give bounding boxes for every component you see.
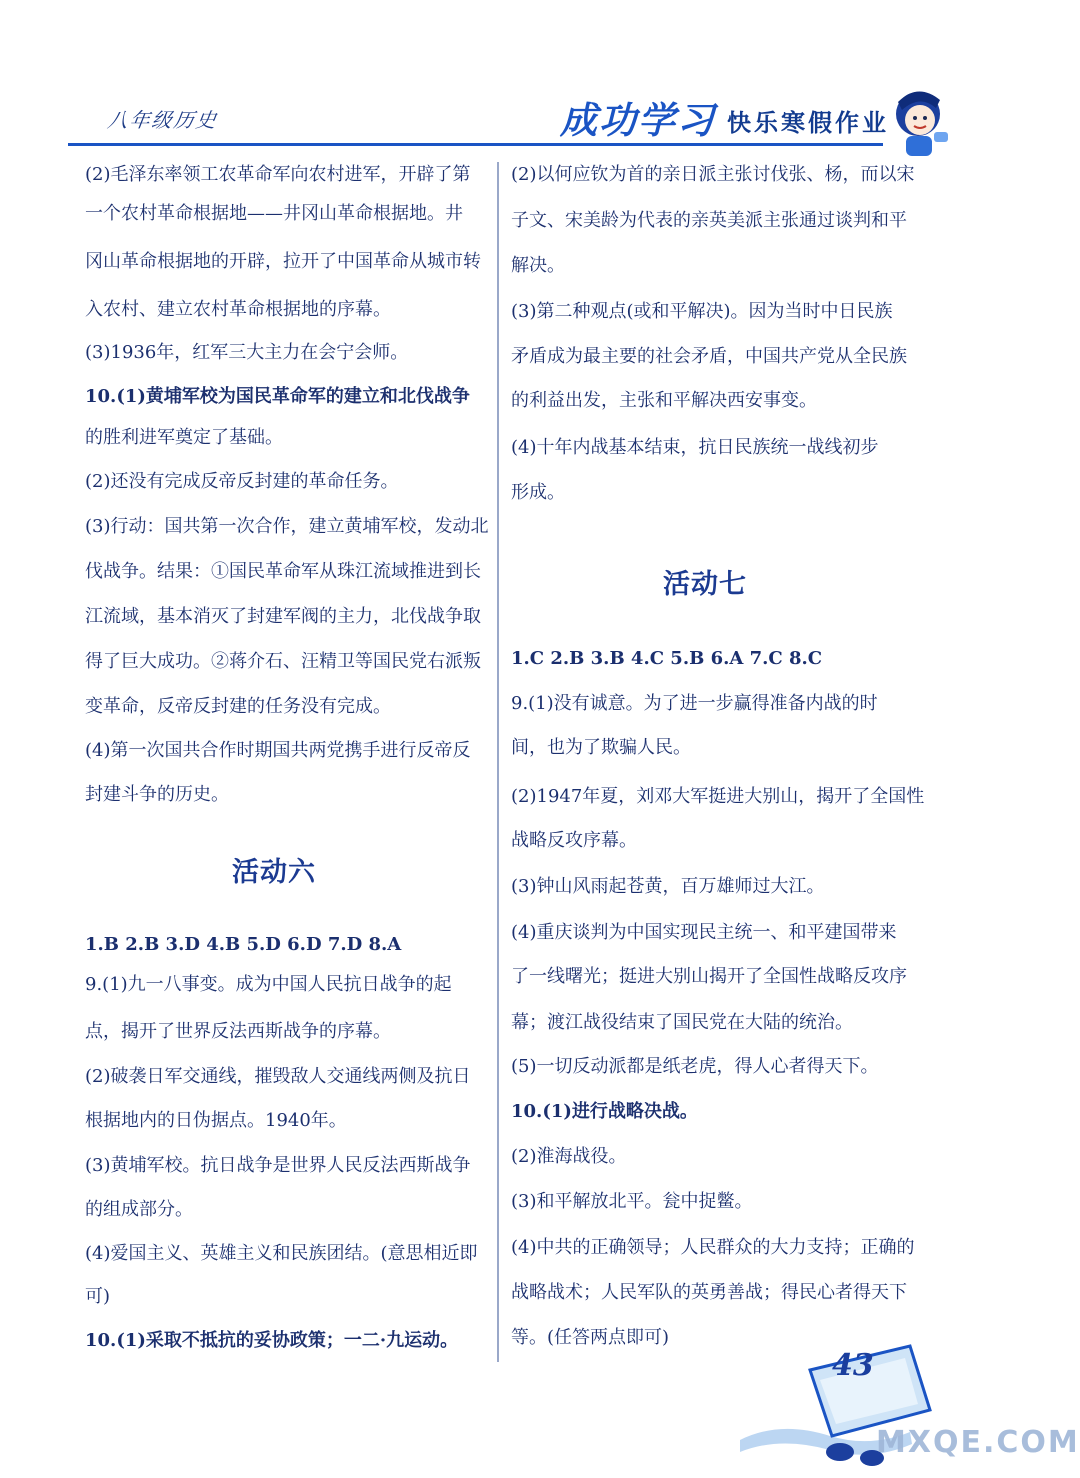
answer-line: 间，也为了欺骗人民。 bbox=[511, 737, 691, 758]
answer-line: (4)第一次国共合作时期国共两党携手进行反帝反 bbox=[85, 740, 471, 761]
answer-line: 一个农村革命根据地——井冈山革命根据地。井 bbox=[85, 203, 463, 224]
answer-line: 形成。 bbox=[511, 482, 565, 503]
answer-line: 了一线曙光；挺进大别山揭开了全国性战略反攻序 bbox=[511, 966, 907, 987]
answer-line: 的胜利进军奠定了基础。 bbox=[85, 427, 283, 448]
page-number: 43 bbox=[832, 1348, 874, 1383]
answer-line: 点，揭开了世界反法西斯战争的序幕。 bbox=[85, 1021, 391, 1042]
answer-line: 10.(1)进行战略决战。 bbox=[511, 1101, 698, 1122]
answer-line: (4)中共的正确领导；人民群众的大力支持；正确的 bbox=[511, 1237, 915, 1258]
answer-line: (4)十年内战基本结束，抗日民族统一战线初步 bbox=[511, 437, 879, 458]
answer-line: (2)破袭日军交通线，摧毁敌人交通线两侧及抗日 bbox=[85, 1066, 471, 1087]
answer-line: (3)1936年，红军三大主力在会宁会师。 bbox=[85, 342, 409, 363]
section-title-seven: 活动七 bbox=[663, 569, 747, 600]
header-divider bbox=[68, 143, 883, 146]
answer-line: (3)行动：国共第一次合作，建立黄埔军校，发动北 bbox=[85, 516, 489, 537]
answer-line: (2)1947年夏，刘邓大军挺进大别山，揭开了全国性 bbox=[511, 786, 925, 807]
watermark: MXQE.COM bbox=[876, 1425, 1080, 1460]
answer-line: 的组成部分。 bbox=[85, 1199, 193, 1220]
answer-line: (5)一切反动派都是纸老虎，得人心者得天下。 bbox=[511, 1056, 879, 1077]
answer-line: 根据地内的日伪据点。1940年。 bbox=[85, 1110, 347, 1131]
answer-line: 9.(1)没有诚意。为了进一步赢得准备内战的时 bbox=[511, 693, 878, 714]
brand-subtitle: 快乐寒假作业 bbox=[727, 109, 889, 137]
answer-line: (4)爱国主义、英雄主义和民族团结。(意思相近即 bbox=[85, 1243, 478, 1264]
answer-line: (4)重庆谈判为中国实现民主统一、和平建国带来 bbox=[511, 922, 897, 943]
answer-line: (2)以何应钦为首的亲日派主张讨伐张、杨，而以宋 bbox=[511, 164, 915, 185]
answer-line: 子文、宋美龄为代表的亲英美派主张通过谈判和平 bbox=[511, 210, 907, 231]
answer-line: 9.(1)九一八事变。成为中国人民抗日战争的起 bbox=[85, 974, 452, 995]
answer-line: 1.B 2.B 3.D 4.B 5.D 6.D 7.D 8.A bbox=[85, 934, 402, 955]
answer-line: 伐战争。结果：①国民革命军从珠江流域推进到长 bbox=[85, 561, 481, 582]
section-title-six: 活动六 bbox=[232, 857, 316, 888]
answer-line: 解决。 bbox=[511, 255, 565, 276]
answer-line: 得了巨大成功。②蒋介石、汪精卫等国民党右派叛 bbox=[85, 651, 481, 672]
answer-line: (2)淮海战役。 bbox=[511, 1146, 627, 1167]
answer-line: 冈山革命根据地的开辟，拉开了中国革命从城市转 bbox=[85, 251, 481, 272]
answer-line: 10.(1)黄埔军校为国民革命军的建立和北伐战争 bbox=[85, 386, 470, 407]
answer-line: 战略战术；人民军队的英勇善战；得民心者得天下 bbox=[511, 1282, 907, 1303]
answer-line: 封建斗争的历史。 bbox=[85, 784, 229, 805]
answer-line: (3)和平解放北平。瓮中捉鳖。 bbox=[511, 1191, 753, 1212]
answer-line: 10.(1)采取不抵抗的妥协政策；一二·九运动。 bbox=[85, 1330, 459, 1351]
answer-line: 变革命，反帝反封建的任务没有完成。 bbox=[85, 696, 391, 717]
answer-line: (2)毛泽东率领工农革命军向农村进军，开辟了第 bbox=[85, 164, 471, 185]
answer-line: 江流域，基本消灭了封建军阀的主力，北伐战争取 bbox=[85, 606, 481, 627]
answer-line: (2)还没有完成反帝反封建的革命任务。 bbox=[85, 471, 399, 492]
grade-subject-label: 八年级历史 bbox=[106, 108, 220, 132]
answer-line: 幕；渡江战役结束了国民党在大陆的统治。 bbox=[511, 1012, 853, 1033]
answer-line: (3)钟山风雨起苍黄，百万雄师过大江。 bbox=[511, 876, 825, 897]
answer-line: 等。(任答两点即可) bbox=[511, 1327, 670, 1348]
mascot-icon bbox=[880, 82, 958, 162]
answer-line: (3)黄埔军校。抗日战争是世界人民反法西斯战争 bbox=[85, 1155, 471, 1176]
column-divider bbox=[497, 162, 499, 1362]
answer-line: 战略反攻序幕。 bbox=[511, 830, 637, 851]
answer-line: 的利益出发，主张和平解决西安事变。 bbox=[511, 390, 817, 411]
answer-line: 1.C 2.B 3.B 4.C 5.B 6.A 7.C 8.C bbox=[511, 648, 823, 669]
answer-line: 入农村、建立农村革命根据地的序幕。 bbox=[85, 299, 391, 320]
answer-line: (3)第二种观点(或和平解决)。因为当时中日民族 bbox=[511, 301, 893, 322]
brand-title: 成功学习 bbox=[560, 99, 716, 142]
answer-line: 可) bbox=[85, 1286, 111, 1307]
answer-line: 矛盾成为最主要的社会矛盾，中国共产党从全民族 bbox=[511, 346, 907, 367]
